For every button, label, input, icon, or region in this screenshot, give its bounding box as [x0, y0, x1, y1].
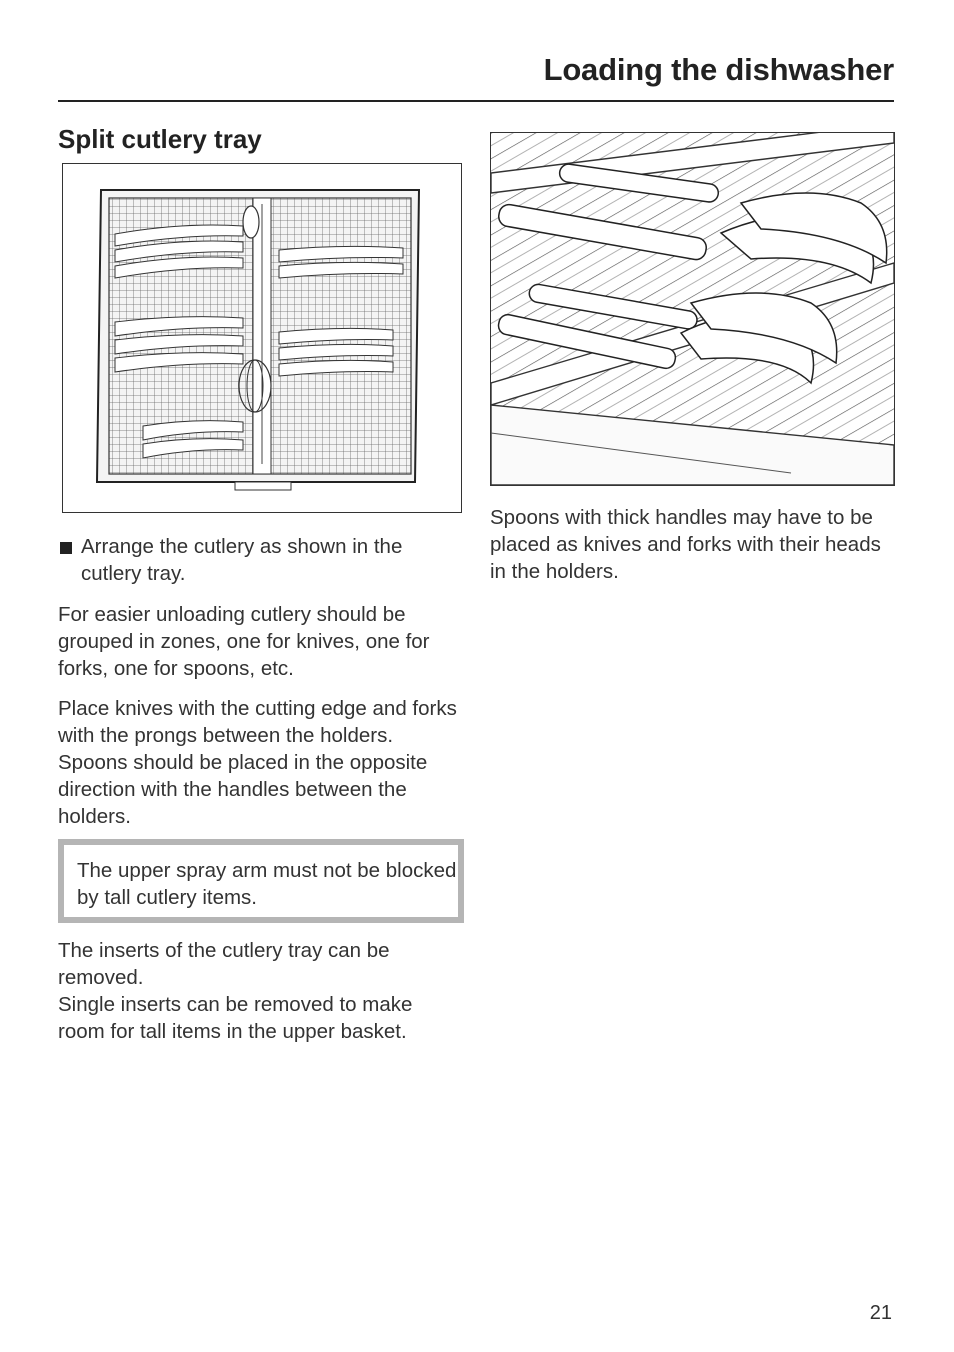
- single-inserts-text: Single inserts can be removed to make room for tall items in the upper basket.: [58, 993, 413, 1043]
- page-header: [58, 52, 894, 102]
- section-heading: Split cutlery tray: [58, 124, 262, 154]
- square-bullet-icon: [60, 542, 72, 554]
- bullet-text: Arrange the cutlery as shown in the cutlery tray.: [81, 535, 403, 585]
- inserts-removable-text: The inserts of the cutlery tray can be removed.: [58, 939, 390, 989]
- cutlery-tray-drawing: [63, 164, 461, 512]
- cutlery-closeup-illustration: [490, 132, 895, 486]
- placement-paragraph: Place knives with the cutting edge and forks with the prongs between the holders. Spoons should be placed in the opposite direction with the handles between the holders.: [58, 697, 457, 828]
- cutlery-tray-illustration: [62, 163, 462, 513]
- note-box: [58, 839, 464, 923]
- zones-paragraph: For easier unloading cutlery should be grouped in zones, one for knives, one for forks, one for spoons, etc.: [58, 603, 430, 680]
- cutlery-closeup-drawing: [491, 133, 894, 485]
- page-number: 21: [869, 1302, 892, 1324]
- note-text: The upper spray arm must not be blocked by tall cutlery items.: [77, 859, 457, 909]
- thick-handles-paragraph: Spoons with thick handles may have to be placed as knives and forks with their heads in the holders.: [490, 506, 881, 583]
- page-title: Loading the dishwasher: [543, 52, 894, 87]
